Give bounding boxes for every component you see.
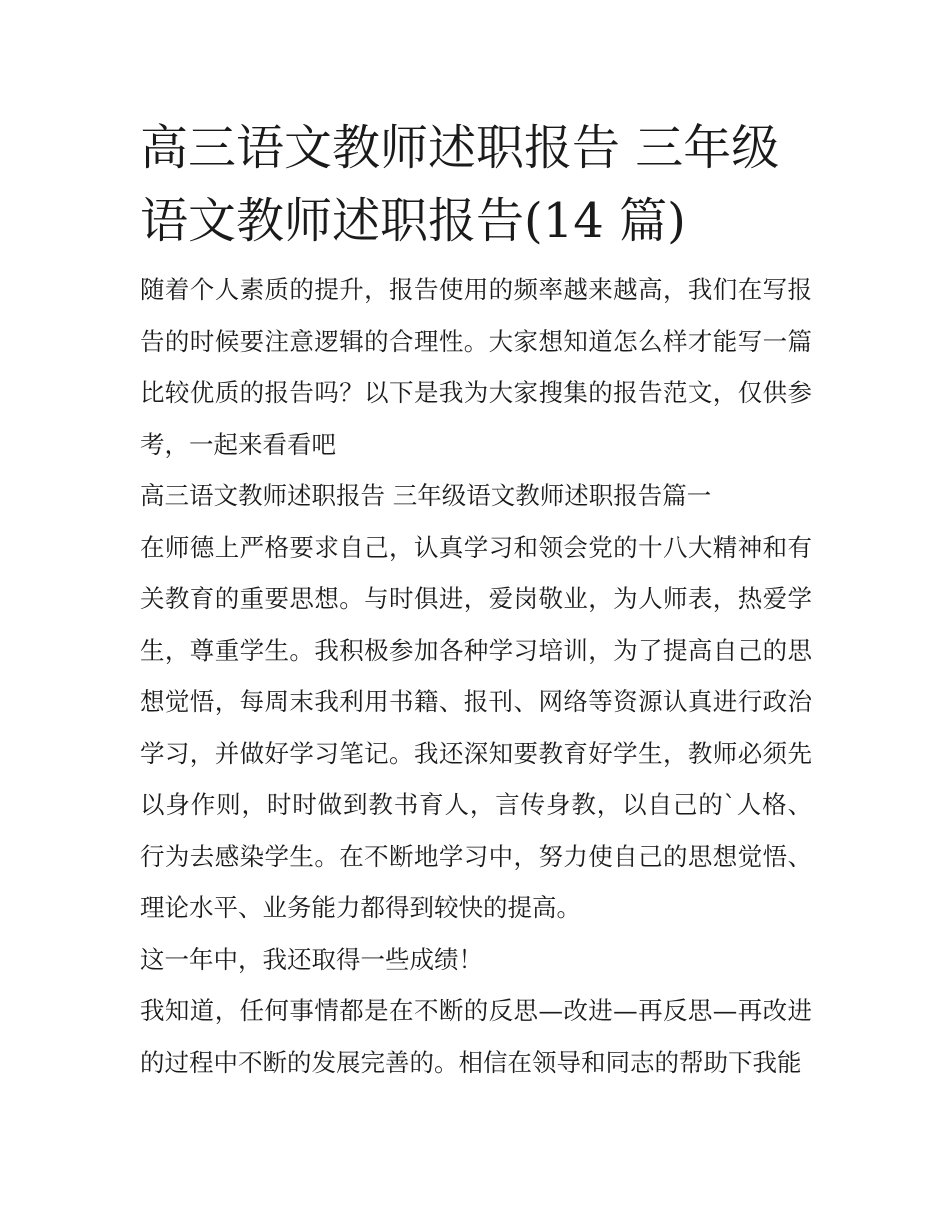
document-title: 高三语文教师述职报告 三年级语文教师述职报告(14 篇)	[140, 120, 780, 249]
section-heading: 高三语文教师述职报告 三年级语文教师述职报告篇一	[140, 481, 712, 510]
body-paragraph: 在师德上严格要求自己，认真学习和领会党的十八大精神和有关教育的重要思想。与时俱进，爱岗敬业，为人师表，热爱学生，尊重学生。我积极参加各种学习培训，为了提高自己的思想觉悟，每周末我利用书籍、报刊、网络等资源认真进行政治学习，并做好学习笔记。我还深知要教育好学生，教师必须先以身作则，时时做到教书育人，言传身教，以自己的`人格、行为去感染学生。在不断地学习中，努力使自己的思想觉悟、理论水平、业务能力都得到较快的提高。	[140, 532, 812, 922]
body-paragraph: 这一年中，我还取得一些成绩！	[140, 944, 483, 974]
body-paragraph: 我知道，任何事情都是在不断的反思—改进—再反思—再改进的过程中不断的发展完善的。相信在领导和同志的帮助下我能	[140, 996, 812, 1077]
document-page	[140, 112, 812, 1088]
intro-paragraph: 随着个人素质的提升，报告使用的频率越来越高，我们在写报告的时候要注意逻辑的合理性。大家想知道怎么样才能写一篇比较优质的报告吗？以下是我为大家搜集的报告范文，仅供参考，一起来看看吧	[140, 275, 812, 459]
